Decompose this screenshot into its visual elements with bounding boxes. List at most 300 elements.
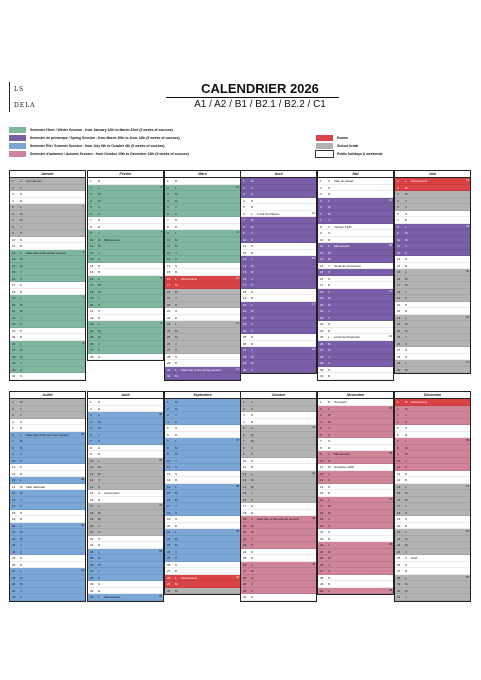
weekday-letter: D <box>328 237 331 242</box>
day-number: 18 <box>12 289 16 294</box>
day-number: 9 <box>397 231 399 235</box>
weekday-letter: L <box>328 289 330 294</box>
day-number: 23 <box>12 322 16 326</box>
day-number: 9 <box>397 452 399 456</box>
month-name: Février <box>88 171 163 178</box>
weekday-letter: L <box>98 276 100 281</box>
week-number: 10 <box>236 185 239 189</box>
day-number: 24 <box>397 549 401 554</box>
weekday-letter: L <box>405 179 407 183</box>
day-number: 8 <box>320 445 322 450</box>
weekday-letter: D <box>98 497 101 502</box>
weekday-letter: M <box>20 348 23 352</box>
day-number: 7 <box>12 218 14 222</box>
weekday-letter: D <box>20 289 23 294</box>
weekday-letter: L <box>98 549 100 554</box>
month-name: Juin <box>395 171 470 178</box>
weekday-letter: D <box>251 556 254 560</box>
weekday-letter: D <box>20 471 23 476</box>
day-number: 2 <box>243 406 245 411</box>
weekday-letter: V <box>328 315 331 320</box>
weekday-letter: J <box>175 413 177 417</box>
weekday-letter: V <box>175 556 178 560</box>
day-number: 26 <box>397 562 401 567</box>
day-number: 9 <box>243 452 245 456</box>
weekday-letter: S <box>98 354 101 359</box>
day-note: Mid-session <box>334 244 351 248</box>
day-number: 6 <box>90 211 92 216</box>
weekday-letter: L <box>20 296 22 300</box>
day-number: 28 <box>167 354 171 359</box>
week-number: 34 <box>159 504 162 507</box>
title-underline <box>166 97 339 98</box>
day-note: Toussaint <box>334 400 347 404</box>
day-number: 9 <box>12 452 14 456</box>
day-number: 1 <box>320 400 322 404</box>
weekday-letter: J <box>251 231 253 235</box>
day-number: 14 <box>243 263 247 268</box>
day-number: 19 <box>320 517 324 521</box>
day-number: 6 <box>397 432 399 437</box>
weekday-letter: J <box>98 432 100 437</box>
weekday-letter: M <box>251 309 254 313</box>
day-number: 14 <box>167 484 171 489</box>
legend-swatch <box>9 135 26 141</box>
weekday-letter: M <box>328 296 331 300</box>
day-note: Lundi de Pentecôte <box>334 335 360 339</box>
day-cell <box>395 594 470 601</box>
day-number: 22 <box>397 536 401 541</box>
weekday-letter: V <box>98 211 101 216</box>
day-number: 23 <box>397 322 401 326</box>
day-number: 24 <box>12 549 16 554</box>
legend-swatch <box>9 127 26 133</box>
weekday-letter: J <box>328 517 330 521</box>
weekday-letter: D <box>175 523 178 528</box>
weekday-letter: D <box>175 179 178 183</box>
day-number: 8 <box>167 224 169 229</box>
day-number: 27 <box>12 569 16 573</box>
day-number: 10 <box>12 237 16 242</box>
day-number: 1 <box>243 179 245 183</box>
weekday-letter: S <box>20 419 23 424</box>
legend-row <box>9 142 309 150</box>
day-number: 6 <box>397 211 399 216</box>
weekday-letter: V <box>251 237 254 242</box>
day-number: 20 <box>167 523 171 528</box>
day-number: 11 <box>12 465 16 469</box>
day-note: Armistice 1918 <box>334 465 354 469</box>
weekday-letter: V <box>175 510 178 515</box>
weekday-letter: S <box>175 471 178 476</box>
day-number: 25 <box>90 335 94 339</box>
day-number: 9 <box>167 231 169 235</box>
weekday-letter: J <box>98 478 100 482</box>
day-number: 27 <box>167 348 171 352</box>
day-number: 1 <box>243 400 245 404</box>
weekday-letter: D <box>251 341 254 346</box>
day-number: 6 <box>320 432 322 437</box>
weekday-letter: V <box>175 302 178 307</box>
day-number: 2 <box>90 406 92 411</box>
weekday-letter: M <box>175 289 178 294</box>
weekday-letter: M <box>405 283 408 287</box>
weekday-letter: J <box>405 244 407 248</box>
weekday-letter: M <box>251 523 254 528</box>
day-number: 17 <box>320 504 324 508</box>
weekday-letter: V <box>98 439 101 443</box>
weekday-letter: M <box>405 237 408 242</box>
weekday-letter: L <box>20 523 22 528</box>
day-number: 25 <box>243 335 247 339</box>
day-number: 13 <box>167 478 171 482</box>
day-number: 24 <box>320 328 324 333</box>
month-mars <box>164 170 241 381</box>
weekday-letter: S <box>328 530 331 534</box>
weekday-letter: D <box>98 315 101 320</box>
weekday-letter: V <box>98 530 101 534</box>
legend-label: Semestre d'automne / Autumn Session - from October 19th to December 13th (9 weeks of courses) <box>30 152 189 156</box>
weekday-letter: D <box>328 374 331 378</box>
day-number: 14 <box>397 484 401 489</box>
legend-swatch <box>316 135 333 141</box>
weekday-letter: M <box>98 510 101 515</box>
week-number: 42 <box>312 471 315 475</box>
day-number: 2 <box>12 185 14 190</box>
day-number: 20 <box>12 302 16 307</box>
day-number: 2 <box>167 406 169 411</box>
day-number: 25 <box>320 335 324 339</box>
month-name: Novembre <box>318 392 393 399</box>
week-number: 33 <box>159 458 162 462</box>
weekday-letter: D <box>328 328 331 333</box>
weekday-letter: V <box>98 575 101 580</box>
weekday-letter: D <box>175 432 178 437</box>
weekday-letter: S <box>328 575 331 580</box>
day-number: 12 <box>90 471 94 476</box>
weekday-letter: S <box>405 562 408 567</box>
weekday-letter: M <box>20 302 23 307</box>
weekday-letter: M <box>98 289 101 294</box>
day-number: 4 <box>320 419 322 424</box>
weekday-letter: J <box>175 504 177 508</box>
weekday-letter: M <box>175 244 178 248</box>
day-number: 14 <box>90 484 94 489</box>
weekday-letter: D <box>175 361 178 365</box>
day-cell <box>165 373 240 380</box>
day-number: 18 <box>397 289 401 294</box>
weekday-letter: V <box>405 556 408 560</box>
day-number: 28 <box>12 354 16 359</box>
day-number: 24 <box>397 328 401 333</box>
weekday-letter: D <box>98 179 101 183</box>
day-number: 4 <box>12 419 14 424</box>
weekday-letter: S <box>20 237 23 242</box>
day-number: 17 <box>90 283 94 287</box>
weekday-letter: L <box>328 497 330 502</box>
weekday-letter: S <box>98 309 101 313</box>
page-subtitle: A1 / A2 / B1 / B2.1 / B2.2 / C1 <box>194 99 326 110</box>
day-number: 16 <box>167 497 171 502</box>
weekday-letter: J <box>405 549 407 554</box>
day-note: Victoire 1945 <box>334 224 352 229</box>
weekday-letter: S <box>251 335 254 339</box>
day-number: 17 <box>243 283 247 287</box>
weekday-letter: S <box>405 471 408 476</box>
day-number: 21 <box>320 309 324 313</box>
day-note: Fête nationale <box>26 484 46 489</box>
weekday-letter: V <box>251 497 254 502</box>
day-number: 5 <box>90 205 92 209</box>
day-number: 26 <box>397 341 401 346</box>
day-number: 16 <box>12 276 16 281</box>
weekday-letter: M <box>175 497 178 502</box>
day-number: 1 <box>397 179 399 183</box>
day-number: 20 <box>320 523 324 528</box>
weekday-letter: V <box>175 211 178 216</box>
day-number: 20 <box>243 523 247 528</box>
day-number: 29 <box>243 361 247 365</box>
weekday-letter: D <box>251 250 254 255</box>
day-number: 17 <box>320 283 324 287</box>
weekday-letter: M <box>20 582 23 586</box>
weekday-letter: D <box>328 536 331 541</box>
weekday-letter: L <box>328 244 330 248</box>
weekday-letter: M <box>328 465 331 469</box>
weekday-letter: S <box>98 582 101 586</box>
day-number: 11 <box>90 465 94 469</box>
weekday-letter: M <box>405 192 408 196</box>
day-number: 21 <box>243 530 247 534</box>
day-number: 19 <box>12 296 16 300</box>
day-number: 1 <box>320 179 322 183</box>
day-number: 27 <box>397 348 401 352</box>
day-number: 19 <box>243 517 247 521</box>
weekday-letter: S <box>98 536 101 541</box>
day-number: 10 <box>167 237 171 242</box>
legend-row <box>316 142 466 150</box>
day-number: 14 <box>167 263 171 268</box>
week-number: 11 <box>236 231 239 234</box>
day-number: 20 <box>397 523 401 528</box>
weekday-letter: D <box>175 569 178 573</box>
day-number: 28 <box>167 575 171 580</box>
weekday-letter: L <box>328 198 330 203</box>
day-number: 11 <box>320 244 324 248</box>
day-number: 13 <box>167 257 171 261</box>
weekday-letter: J <box>251 536 253 541</box>
day-number: 28 <box>12 575 16 580</box>
day-number: 27 <box>243 569 247 573</box>
weekday-letter: L <box>20 569 22 573</box>
weekday-letter: L <box>405 361 407 365</box>
day-number: 5 <box>167 205 169 209</box>
weekday-letter: L <box>175 439 177 443</box>
day-number: 21 <box>12 530 16 534</box>
day-number: 31 <box>397 595 401 599</box>
week-number: 51 <box>466 484 469 488</box>
weekday-letter: J <box>20 406 22 411</box>
weekday-letter: V <box>175 419 178 424</box>
day-number: 29 <box>167 582 171 586</box>
weekday-letter: M <box>175 582 178 586</box>
weekday-letter: M <box>328 205 331 209</box>
weekday-letter: S <box>405 257 408 261</box>
weekday-letter: D <box>251 510 254 515</box>
week-number: 23 <box>466 179 469 182</box>
weekday-letter: M <box>175 491 178 495</box>
day-number: 19 <box>320 296 324 300</box>
day-number: 19 <box>12 517 16 521</box>
weekday-letter: S <box>175 562 178 567</box>
day-number: 20 <box>90 302 94 307</box>
day-number: 13 <box>397 257 401 261</box>
day-number: 4 <box>90 198 92 203</box>
day-note: Final exams <box>411 400 428 404</box>
weekday-letter: J <box>175 296 177 300</box>
month-novembre <box>317 391 394 595</box>
day-number: 12 <box>167 471 171 476</box>
weekday-letter: M <box>175 283 178 287</box>
weekday-letter: V <box>98 348 101 352</box>
weekday-letter: S <box>328 439 331 443</box>
weekday-letter: M <box>328 458 331 463</box>
day-number: 10 <box>397 237 401 242</box>
day-number: 3 <box>243 413 245 417</box>
weekday-letter: J <box>20 543 22 547</box>
day-number: 10 <box>167 458 171 463</box>
day-note: Final exams <box>181 276 198 281</box>
weekday-letter: M <box>328 250 331 255</box>
weekday-letter: M <box>405 588 408 593</box>
week-number: 20 <box>389 244 392 247</box>
weekday-letter: M <box>405 445 408 450</box>
day-number: 3 <box>90 192 92 196</box>
weekday-letter: M <box>20 530 23 534</box>
day-number: 16 <box>320 276 324 281</box>
day-number: 20 <box>90 523 94 528</box>
day-cell <box>10 594 85 601</box>
week-number: 21 <box>389 289 392 293</box>
weekday-letter: M <box>175 237 178 242</box>
day-number: 12 <box>12 250 16 255</box>
day-number: 14 <box>12 484 16 489</box>
day-number: 26 <box>320 562 324 567</box>
day-number: 22 <box>167 315 171 320</box>
day-number: 16 <box>167 276 171 281</box>
weekday-letter: S <box>328 322 331 326</box>
week-number: 7 <box>160 231 162 234</box>
day-number: 30 <box>167 588 171 593</box>
weekday-letter: M <box>405 536 408 541</box>
day-number: 8 <box>243 224 245 229</box>
weekday-letter: V <box>20 595 23 599</box>
weekday-letter: M <box>405 497 408 502</box>
legend-swatch <box>316 151 333 157</box>
day-number: 7 <box>243 218 245 222</box>
day-number: 3 <box>397 192 399 196</box>
day-number: 5 <box>90 426 92 430</box>
weekday-letter: J <box>20 361 22 365</box>
day-number: 1 <box>12 400 14 404</box>
day-number: 9 <box>90 231 92 235</box>
day-number: 13 <box>243 257 247 261</box>
day-note: Jour de l'an <box>26 179 42 183</box>
weekday-letter: M <box>20 354 23 359</box>
weekday-letter: M <box>328 413 331 417</box>
day-number: 16 <box>397 497 401 502</box>
day-note: Jeudi de l'ascension <box>334 263 361 268</box>
day-number: 13 <box>320 478 324 482</box>
weekday-letter: J <box>20 315 22 320</box>
weekday-letter: S <box>175 517 178 521</box>
legend-label: School break <box>337 144 359 148</box>
day-number: 11 <box>397 244 401 248</box>
weekday-letter: V <box>98 302 101 307</box>
day-number: 30 <box>397 588 401 593</box>
day-number: 6 <box>12 432 14 437</box>
weekday-letter: M <box>405 582 408 586</box>
weekday-letter: L <box>20 205 22 209</box>
weekday-letter: M <box>251 361 254 365</box>
day-number: 8 <box>397 445 399 450</box>
weekday-letter: V <box>20 231 23 235</box>
day-number: 17 <box>167 504 171 508</box>
day-number: 23 <box>90 543 94 547</box>
weekday-letter: L <box>251 211 253 216</box>
week-number: 19 <box>389 198 392 202</box>
weekday-letter: M <box>175 374 178 378</box>
day-cell <box>241 367 316 374</box>
day-number: 7 <box>320 439 322 443</box>
day-note: Fête du travail <box>334 179 354 183</box>
day-number: 17 <box>243 504 247 508</box>
day-number: 26 <box>12 341 16 346</box>
day-number: 7 <box>397 439 399 443</box>
day-number: 19 <box>397 296 401 300</box>
day-number: 31 <box>243 595 247 599</box>
day-number: 28 <box>320 354 324 359</box>
weekday-letter: D <box>98 270 101 274</box>
weekday-letter: L <box>175 322 177 326</box>
week-number: 53 <box>466 575 469 579</box>
month-août <box>87 391 164 602</box>
day-number: 31 <box>12 595 16 599</box>
day-number: 29 <box>320 582 324 586</box>
day-number: 30 <box>167 367 171 372</box>
day-number: 8 <box>90 224 92 229</box>
weekday-letter: V <box>251 452 254 456</box>
day-number: 23 <box>243 543 247 547</box>
day-number: 23 <box>243 322 247 326</box>
day-number: 2 <box>320 406 322 411</box>
weekday-letter: S <box>98 445 101 450</box>
weekday-letter: M <box>175 198 178 203</box>
weekday-letter: D <box>405 569 408 573</box>
day-number: 8 <box>167 445 169 450</box>
weekday-letter: L <box>405 270 407 274</box>
weekday-letter: M <box>251 484 254 489</box>
month-juillet <box>9 391 86 602</box>
day-number: 1 <box>12 179 14 183</box>
day-number: 15 <box>167 491 171 495</box>
weekday-letter: V <box>328 523 331 528</box>
weekday-letter: S <box>20 192 23 196</box>
month-mai <box>317 170 394 381</box>
legend-row <box>316 150 466 158</box>
day-number: 8 <box>320 224 322 229</box>
weekday-letter: S <box>251 595 254 599</box>
